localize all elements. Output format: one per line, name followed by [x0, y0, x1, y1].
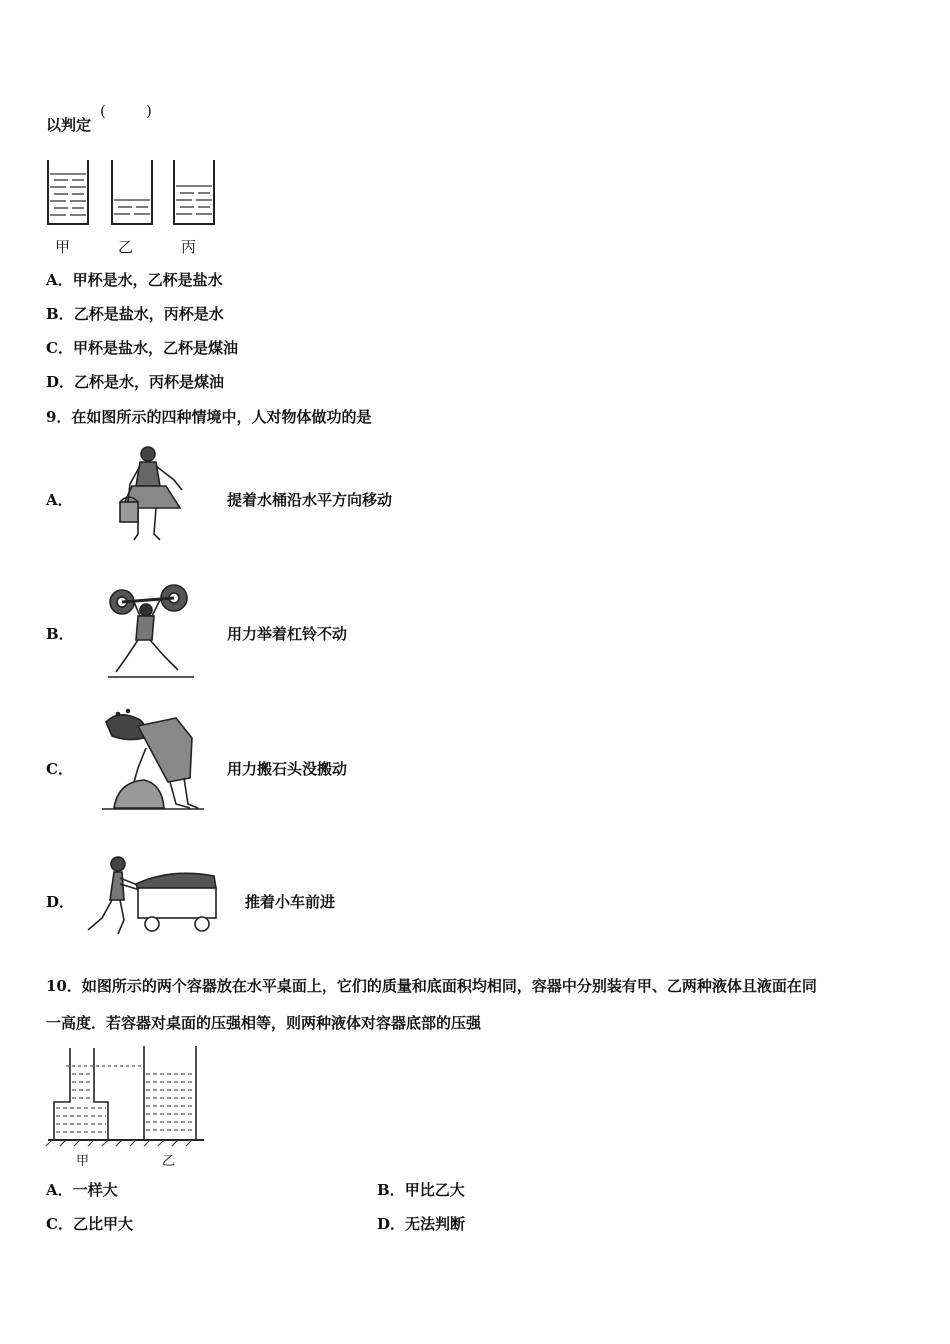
woman-carrying-bucket-illustration: [112, 444, 192, 544]
q8-option-a-letter: A．: [46, 271, 73, 289]
q10-option-b-letter: B．: [377, 1181, 405, 1199]
q8-answer-paren-close: ): [146, 102, 152, 120]
q10-stem-line-1: 10．如图所示的两个容器放在水平桌面上，它们的质量和底面积均相同，容器中分别装有甲、乙两种液体且液面在同: [46, 977, 817, 995]
q9-option-a-text[interactable]: 提着水桶沿水平方向移动: [227, 491, 393, 509]
q9-stem: 9．在如图所示的四种情境中，人对物体做功的是: [46, 408, 372, 426]
q10-option-a[interactable]: [46, 1179, 118, 1200]
q8-option-d[interactable]: [46, 371, 224, 392]
q10-option-a-letter: A．: [46, 1181, 73, 1199]
q8-answer-paren-open: (: [100, 102, 106, 120]
q10-option-d[interactable]: [377, 1213, 465, 1234]
cup-label-bing: 丙: [181, 238, 197, 256]
q10-option-c-text: 乙比甲大: [72, 1215, 133, 1233]
person-pushing-cart-illustration: [80, 854, 222, 938]
q9-option-d-text[interactable]: 推着小车前进: [245, 893, 336, 911]
q10-option-d-text: 无法判断: [405, 1215, 466, 1233]
three-cups-figure: [44, 160, 224, 256]
weightlifter-illustration: [106, 582, 198, 680]
q10-option-d-letter: D．: [377, 1215, 406, 1233]
q8-option-a-text: 甲杯是水，乙杯是盐水: [72, 271, 223, 289]
q8-option-a[interactable]: [46, 269, 223, 290]
q9-option-d-letter[interactable]: D．: [46, 893, 75, 911]
q8-option-c[interactable]: [46, 337, 238, 358]
q9-option-b-letter[interactable]: B．: [46, 625, 74, 643]
q9-option-b-text[interactable]: 用力举着杠铃不动: [227, 625, 348, 643]
q8-option-b-letter: B．: [46, 305, 74, 323]
two-containers-figure: [46, 1044, 206, 1154]
person-lifting-rock-illustration: [98, 708, 208, 812]
q10-option-b-text: 甲比乙大: [404, 1181, 465, 1199]
q10-option-b[interactable]: [377, 1179, 465, 1200]
q8-option-c-letter: C．: [46, 339, 73, 357]
q9-option-c-text[interactable]: 用力搬石头没搬动: [227, 760, 348, 778]
q10-option-c-letter: C．: [46, 1215, 73, 1233]
q8-option-b-text: 乙杯是盐水，丙杯是水: [73, 305, 224, 323]
q10-option-c[interactable]: [46, 1213, 133, 1234]
q10-stem-line-2: 一高度．若容器对桌面的压强相等，则两种液体对容器底部的压强: [46, 1014, 482, 1032]
q8-option-d-letter: D．: [46, 373, 75, 391]
q8-option-d-text: 乙杯是水，丙杯是煤油: [74, 373, 225, 391]
container-label-yi: 乙: [162, 1154, 176, 1169]
q9-option-c-letter[interactable]: C．: [46, 760, 73, 778]
cup-label-yi: 乙: [118, 238, 134, 256]
container-label-jia: 甲: [76, 1154, 90, 1169]
cup-label-jia: 甲: [55, 238, 71, 256]
q10-option-a-text: 一样大: [72, 1181, 118, 1199]
q8-option-b[interactable]: [46, 303, 224, 324]
q8-option-c-text: 甲杯是盐水，乙杯是煤油: [72, 339, 238, 357]
q8-stem-tail: 以判定: [46, 116, 92, 134]
q9-option-a-letter[interactable]: A．: [46, 491, 73, 509]
